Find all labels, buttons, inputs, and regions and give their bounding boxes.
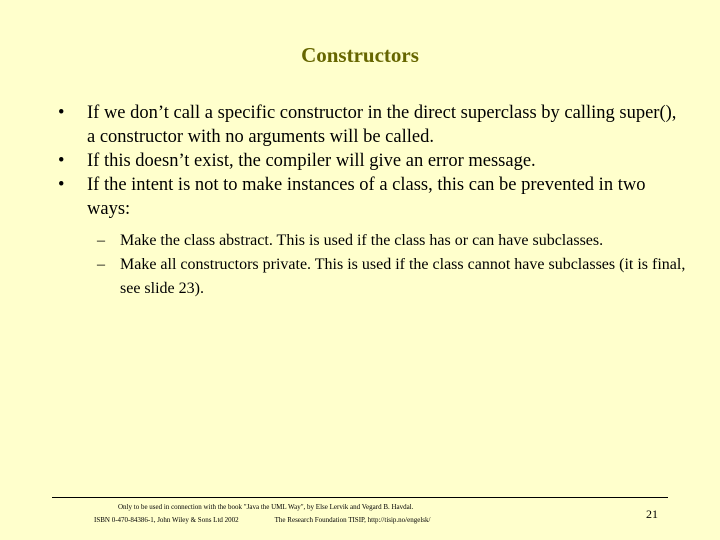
bullet-marker: • (58, 151, 65, 171)
bullet-list (56, 101, 686, 301)
bullet-marker: • (58, 103, 65, 123)
footer-isbn: ISBN 0-470-84386-1, John Wiley & Sons Ltd 2002 (94, 516, 239, 524)
sub-bullet-list (87, 229, 686, 301)
bullet-text: If we don’t call a specific constructor in the direct superclass by calling super(), a constructor with no arguments will be called. (87, 103, 677, 147)
sub-bullet-text: Make the class abstract. This is used if the class has or can have subclasses. (120, 232, 604, 249)
sub-bullet-marker: – (97, 232, 105, 249)
page-number: 21 (646, 507, 658, 521)
slide-title: Constructors (301, 43, 419, 67)
bullet-item (56, 101, 686, 149)
sub-bullet-item (87, 253, 686, 301)
footer-foundation: The Research Foundation TISIP, http://tisip.no/engelsk/ (274, 516, 431, 524)
sub-bullet-text: Make all constructors private. This is used if the class cannot have subclasses (it is final, see slide 23). (120, 256, 686, 297)
bullet-item (56, 173, 686, 301)
footer-divider (52, 497, 668, 498)
sub-bullet-marker: – (97, 256, 105, 273)
sub-bullet-item (87, 229, 686, 253)
bullet-text: If this doesn’t exist, the compiler will give an error message. (87, 151, 536, 171)
bullet-item (56, 149, 686, 173)
bullet-marker: • (58, 175, 65, 195)
footer-publication-info (94, 516, 430, 525)
bullet-text: If the intent is not to make instances of a class, this can be prevented in two ways: (87, 175, 646, 219)
footer-attribution: Only to be used in connection with the book "Java the UML Way", by Else Lervik and Vegard B. Havdal. (118, 503, 414, 511)
